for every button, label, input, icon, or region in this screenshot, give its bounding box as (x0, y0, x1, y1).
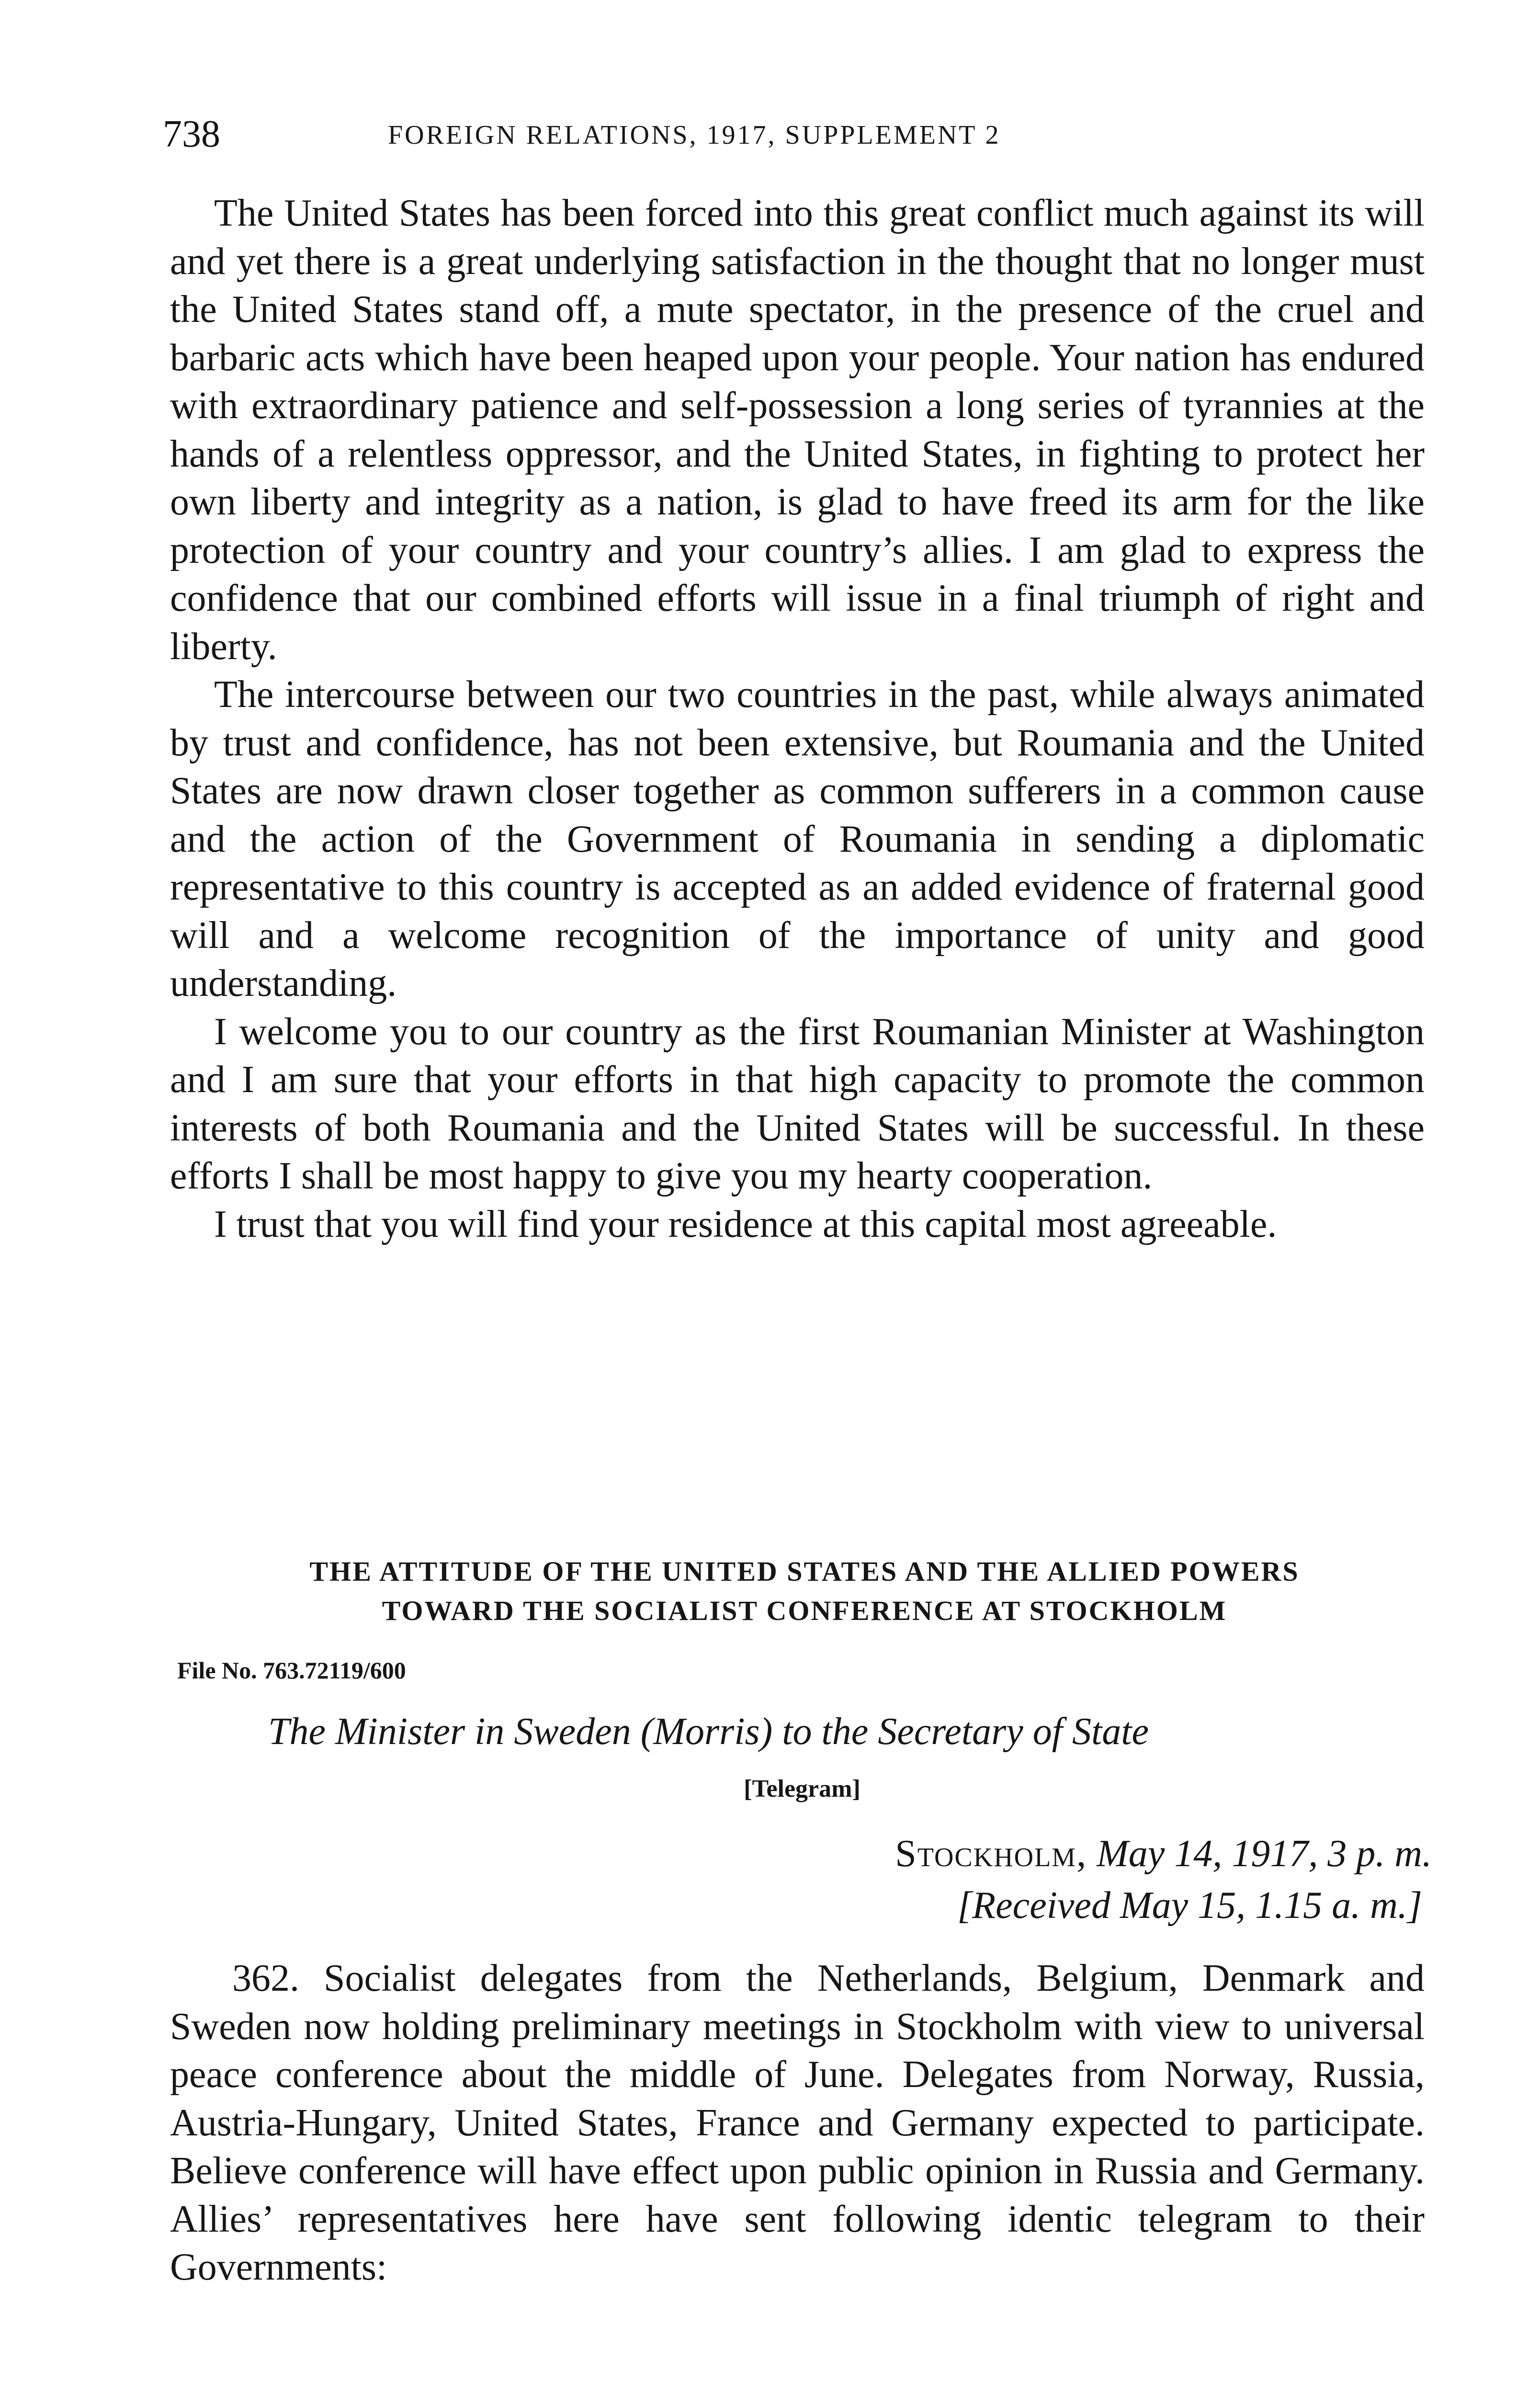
document-type: [Telegram] (744, 1775, 861, 1802)
paragraph-2: The intercourse between our two countries in the past, while always animated by trust and confidence, has not been extensive, but Roumania and the United States are now drawn closer together as common sufferers in a common cause and the action of the Government of Roumania in sending a diplomatic representative to this country is accepted as an added evidence of fraternal good will and a welcome recognition of the importance of unity and good understanding. (170, 673, 1425, 1004)
paragraph-3: I welcome you to our country as the first Roumanian Minister at Washington and I am sure that your efforts in that high capacity to promote the common interests of both Roumania and the United States will be successful. In these efforts I shall be most happy to give you my hearty cooperation. (170, 1010, 1425, 1197)
section-heading-line-2: TOWARD THE SOCIALIST CONFERENCE AT STOCKHOLM (382, 1595, 1227, 1626)
document-title: The Minister in Sweden (Morris) to the Secretary of State (268, 1711, 1149, 1753)
section-heading (177, 1552, 1432, 1631)
page-number: 738 (163, 113, 220, 155)
section-heading-line-1: THE ATTITUDE OF THE UNITED STATES AND THE ALLIED POWERS (309, 1556, 1300, 1587)
dateline-place: Stockholm, (895, 1833, 1087, 1875)
dateline (670, 1830, 1432, 1878)
dateline-date: May 14, 1917, 3 p. m. (1097, 1833, 1432, 1875)
paragraph-4: I trust that you will find your residence at this capital most agreeable. (214, 1203, 1277, 1245)
letter-body (170, 189, 1425, 1248)
page-header (163, 110, 1427, 163)
telegram-paragraph: 362. Socialist delegates from the Netherlands, Belgium, Denmark and Sweden now holding preliminary meetings in Stockholm with view to universal peace conference about the middle of June. Delegates from Norway, Russia, Austria-Hungary, United States, France and Germany expected to participate. Believe conference will have effect upon public opinion in Russia and Germany. Allies’ representatives here have sent following identic telegram to their Governments: (170, 1957, 1425, 2288)
running-head: FOREIGN RELATIONS, 1917, SUPPLEMENT 2 (388, 120, 1001, 150)
received-note: [Received May 15, 1.15 a. m.] (957, 1884, 1422, 1927)
file-number: File No. 763.72119/600 (177, 1657, 406, 1684)
paragraph-1: The United States has been forced into this great conflict much against its will and yet there is a great underlying satisfaction in the thought that no longer must the United States stand off, a mute spectator, in the presence of the cruel and barbaric acts which have been heaped upon your people. Your nation has endured with extraordinary patience and self-possession a long series of tyrannies at the hands of a relentless oppressor, and the United States, in fighting to protect her own liberty and integrity as a nation, is glad to have freed its arm for the like protection of your country and your country’s allies. I am glad to express the confidence that our combined efforts will issue in a final triumph of right and liberty. (170, 192, 1425, 668)
telegram-body (170, 1954, 1425, 2292)
